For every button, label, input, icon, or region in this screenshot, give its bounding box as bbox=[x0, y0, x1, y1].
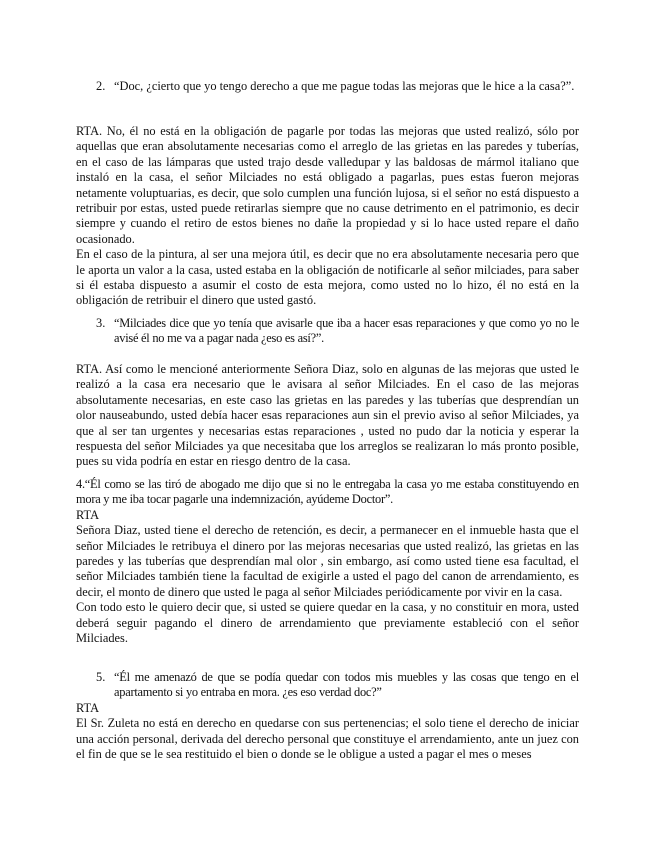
answer-paragraph: El Sr. Zuleta no está en derecho en quedarse con sus pertenencias; el solo tiene el derecho de iniciar una acción personal, derivada del derecho personal que constituye el arrendamiento, ante un juez con el fin de que se le sea restituido el bien o donde se le obligue a usted a pagar el mes o meses bbox=[76, 716, 579, 762]
question-text: “Él me amenazó de que se podía quedar con todos mis muebles y las cosas que tengo en el apartamento si yo entraba en mora. ¿es eso verdad doc?” bbox=[114, 670, 579, 700]
answer-3 bbox=[76, 362, 579, 470]
answer-label: RTA bbox=[76, 507, 100, 522]
question-number: 2. bbox=[96, 79, 106, 93]
question-number: 3. bbox=[96, 316, 106, 330]
answer-5 bbox=[76, 701, 579, 763]
question-2 bbox=[96, 79, 579, 94]
question-4-text: 4.“Él como se las tiró de abogado me dijo que si no le entregaba la casa yo me estaba constituyendo en mora y me iba tocar pagarle una indemnización, ayúdeme Doctor”. bbox=[76, 477, 579, 507]
question-number: 5. bbox=[96, 670, 106, 684]
answer-label: RTA bbox=[76, 701, 100, 715]
answer-2 bbox=[76, 124, 579, 309]
question-text: “Doc, ¿cierto que yo tengo derecho a que me pague todas las mejoras que le hice a la casa?”. bbox=[114, 79, 575, 93]
answer-paragraph: Con todo esto le quiero decir que, si usted se quiere quedar en la casa, y no constituir en mora, usted deberá seguir pagando el dinero de arrendamiento que previamente estableció con el señor Milciades. bbox=[76, 600, 579, 646]
question-text: “Milciades dice que yo tenía que avisarle que iba a hacer esas reparaciones y que como yo no le avisé él no me va a pagar nada ¿eso es así?”. bbox=[114, 316, 579, 346]
answer-paragraph: Señora Diaz, usted tiene el derecho de retención, es decir, a permanecer en el inmueble hasta que el señor Milciades le retribuya el dinero por las mejoras necesarias que usted realizó, las grietas en las paredes y las tuberías que desprendían mal olor , sin embargo, así como usted tiene esa facultad, el señor Milciades también tiene la facultad de exigirle a usted el pago del canon de arrendamiento, es decir, el monto de dinero que usted le paga al señor Milciades periódicamente por vivir en la casa. bbox=[76, 523, 579, 599]
answer-paragraph: RTA. Así como le mencioné anteriormente Señora Diaz, solo en algunas de las mejoras que usted le realizó a la casa era necesario que le avisara al señor Milciades. En el caso de las mejoras absolutamente necesarias, en este caso las grietas en las paredes y las tuberías que desprendían un olor nauseabundo, usted debía hacer esas reparaciones aun sin el previo aviso al señor Milciades, ya que al ser tan urgentes y necesarias estas reparaciones , usted no pudo dar la noticia y esperar la respuesta del señor Milciades ya que necesitaba que los arreglos se realizaran lo más pronto posible, pues su vida podría en estar en riesgo dentro de la casa. bbox=[76, 362, 579, 469]
section-4 bbox=[76, 477, 579, 646]
answer-paragraph: En el caso de la pintura, al ser una mejora útil, es decir que no era absolutamente necesaria pero que le aporta un valor a la casa, usted estaba en la obligación de notificarle al señor milciades, para saber si él estaba dispuesto a asumir el costo de esta mejora, como usted no lo hizo, él no está en la obligación de retribuir el dinero que usted gastó. bbox=[76, 247, 579, 308]
question-3 bbox=[96, 316, 579, 347]
question-5 bbox=[96, 670, 579, 701]
answer-paragraph: RTA. No, él no está en la obligación de pagarle por todas las mejoras que usted realizó, sólo por aquellas que eran absolutamente necesarias como el arreglo de las grietas en las paredes y tuberías, en el caso de las lámparas que usted trajo desde valledupar y las baldosas de mármol italiano que instaló en la casa, el señor Milciades no está obligado a pagarlas, pues estas fueron mejoras netamente voluptuarias, es decir, que solo cumplen una función lujosa, si el señor no está dispuesto a retribuir por estas, usted puede retirarlas siempre que no cause detrimento en el patrimonio, es decir siempre y cuando el retiro de estos bienes no dañe la propiedad y si lo hace usted repare el daño ocasionado. bbox=[76, 124, 579, 246]
